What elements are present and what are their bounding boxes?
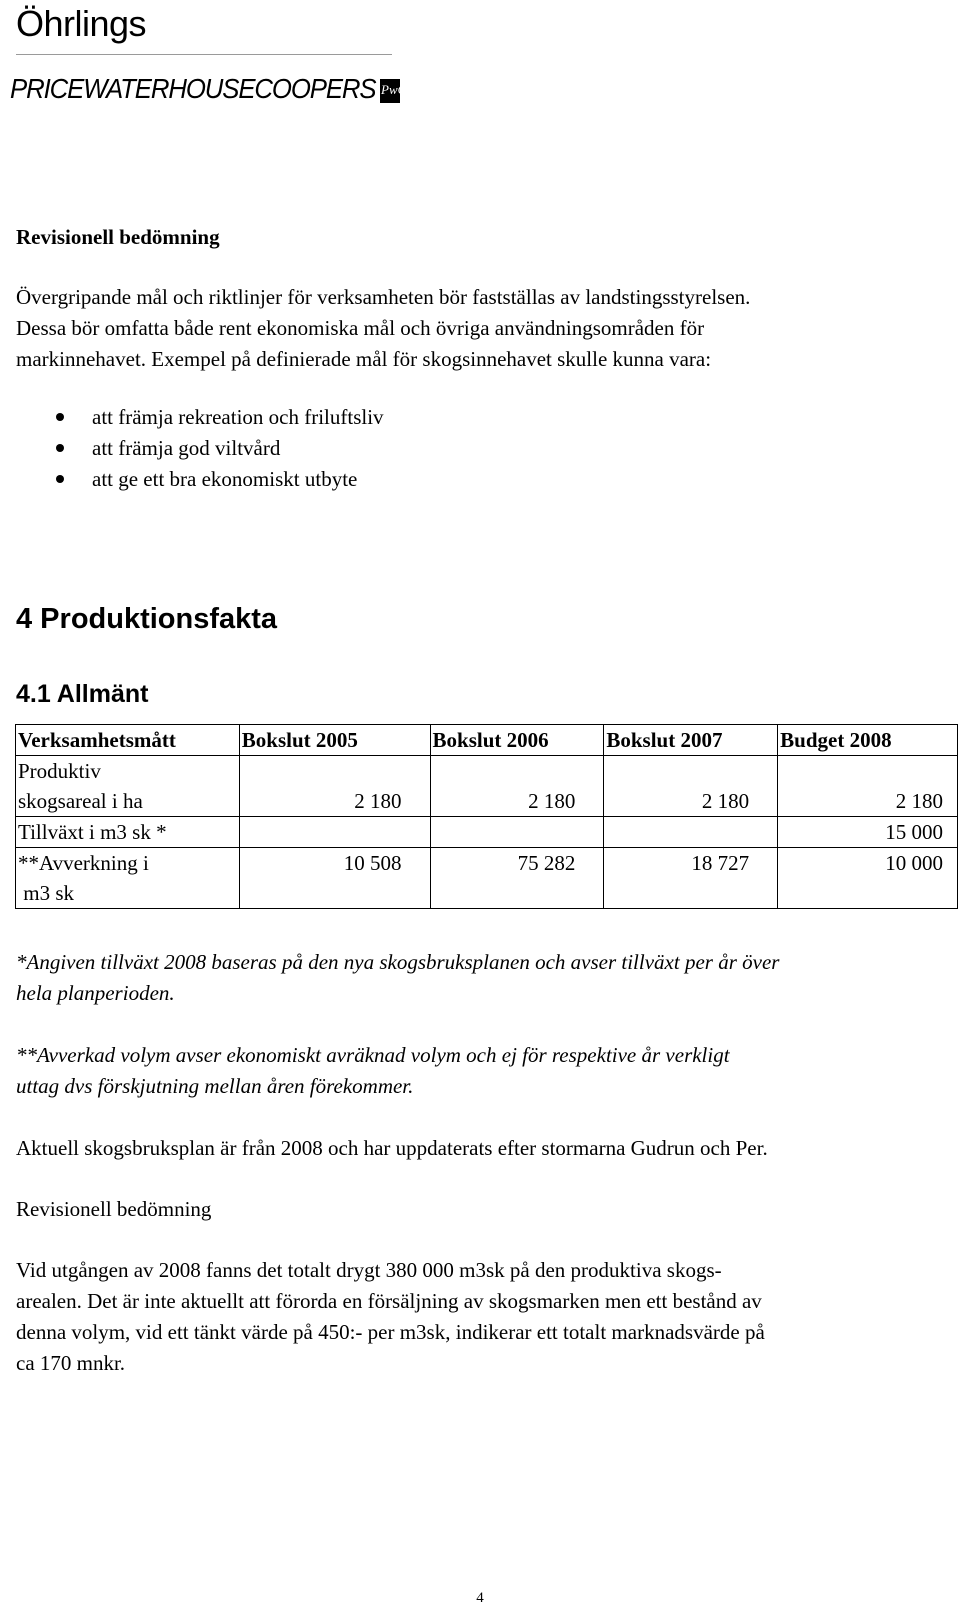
paragraph-line: Vid utgången av 2008 fanns det totalt drygt 380 000 m3sk på den produktiva skogs-: [16, 1258, 722, 1282]
table-cell: 15 000: [778, 817, 958, 848]
footnote-line: hela planperioden.: [16, 981, 175, 1005]
table-cell: 2 180: [239, 756, 430, 817]
table-cell: 75 282: [430, 848, 604, 909]
table-row: [16, 848, 958, 909]
plan-statement: Aktuell skogsbruksplan är från 2008 och har uppdaterats efter stormarna Gudrun och Per.: [16, 1136, 768, 1160]
table-cell: 2 180: [778, 756, 958, 817]
section-heading-assessment-1: Revisionell bedömning: [16, 225, 220, 249]
row-label-line: **Avverkning i: [18, 851, 149, 875]
table-cell: [239, 817, 430, 848]
pwc-mark-icon: [380, 79, 407, 103]
table-row: [16, 756, 958, 817]
bullet-icon: [56, 444, 64, 452]
paragraph-line: markinnehavet. Exempel på definierade mål för skogsinnehavet skulle kunna vara:: [16, 347, 712, 371]
table-row-label: [16, 848, 240, 909]
table-header-cell: Budget 2008: [778, 725, 958, 756]
table-header-cell: Bokslut 2007: [604, 725, 778, 756]
table-header-cell: Verksamhetsmått: [16, 725, 240, 756]
page-number: 4: [476, 1590, 484, 1606]
footnote-line: *Angiven tillväxt 2008 baseras på den nya skogsbruksplanen och avser tillväxt per år över: [16, 950, 780, 974]
section-heading-assessment-2: Revisionell bedömning: [16, 1197, 212, 1221]
table-cell: [430, 817, 604, 848]
table-cell: 10 000: [778, 848, 958, 909]
paragraph-line: denna volym, vid ett tänkt värde på 450:- per m3sk, indikerar ett totalt marknadsvärde på: [16, 1320, 765, 1344]
bullet-icon: [56, 475, 64, 483]
paragraph-line: arealen. Det är inte aktuellt att förorda en försäljning av skogsmarken men ett bestånd av: [16, 1289, 762, 1313]
network-logo-text: PRICEWATERHOUSECOOPERS: [10, 73, 376, 104]
table-cell: 18 727: [604, 848, 778, 909]
table-row-label: [16, 756, 240, 817]
chapter-heading: 4 Produktionsfakta: [16, 603, 278, 635]
paragraph-line: ca 170 mnkr.: [16, 1351, 126, 1375]
footnote-line: **Avverkad volym avser ekonomiskt avräknad volym och ej för respektive år verkligt: [16, 1043, 730, 1067]
row-label-line: m3 sk: [18, 881, 75, 905]
paragraph-line: Övergripande mål och riktlinjer för verksamheten bör fastställas av landstingsstyrelsen.: [16, 285, 751, 309]
firm-logo-text: Öhrlings: [16, 3, 147, 44]
table-cell: 10 508: [239, 848, 430, 909]
table-header-cell: Bokslut 2005: [239, 725, 430, 756]
table-header-row: [16, 725, 958, 756]
bullet-item: att främja god viltvård: [92, 436, 281, 460]
logo-divider: [16, 54, 392, 55]
production-table: [15, 724, 958, 909]
table-row: [16, 817, 958, 848]
pwc-mark-text: PwC: [381, 82, 407, 97]
bullet-item: att ge ett bra ekonomiskt utbyte: [92, 467, 358, 491]
row-label-line: skogsareal i ha: [18, 789, 143, 813]
table-cell: 2 180: [604, 756, 778, 817]
footnote-line: uttag dvs förskjutning mellan åren förekommer.: [16, 1074, 414, 1098]
table-header-cell: Bokslut 2006: [430, 725, 604, 756]
table-cell: 2 180: [430, 756, 604, 817]
bullet-icon: [56, 413, 64, 421]
table-cell: [604, 817, 778, 848]
subsection-heading: 4.1 Allmänt: [16, 680, 149, 708]
row-label-line: Produktiv: [18, 759, 101, 783]
bullet-item: att främja rekreation och friluftsliv: [92, 405, 384, 429]
paragraph-line: Dessa bör omfatta både rent ekonomiska mål och övriga användningsområden för: [16, 316, 705, 340]
table-row-label: Tillväxt i m3 sk *: [16, 817, 240, 848]
